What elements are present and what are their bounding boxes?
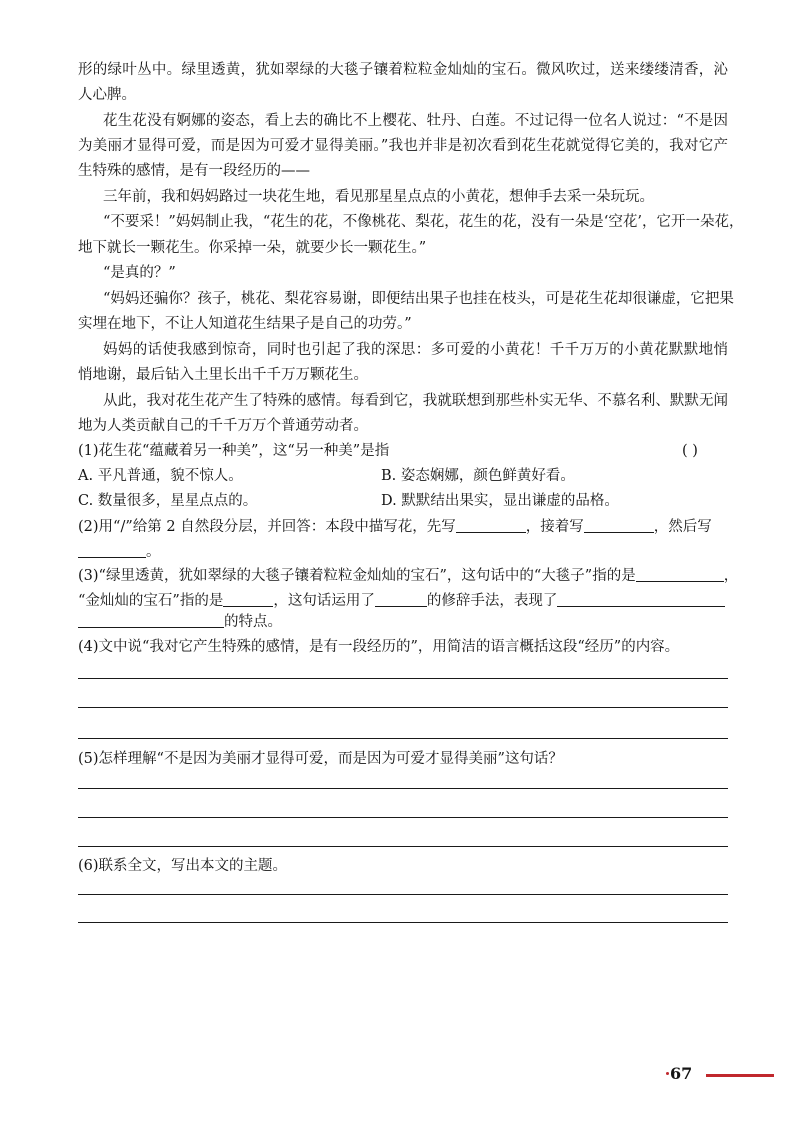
answer-blank[interactable] <box>78 613 224 628</box>
question-1-stem: (1)花生花“蕴藏着另一种美”，这“另一种美”是指 <box>78 443 390 459</box>
passage-line: “不要采！”妈妈制止我，“花生的花，不像桃花、梨花，花生的花，没有一朵是‘空花’，它开一朵花， <box>103 214 744 230</box>
question-3-line <box>78 612 728 632</box>
passage-line: 三年前，我和妈妈路过一块花生地，看见那星星点点的小黄花，想伸手去采一朵玩玩。 <box>103 189 654 205</box>
page-number-accent-bar <box>706 1074 774 1077</box>
answer-blank[interactable] <box>223 592 273 607</box>
answer-line[interactable] <box>78 707 728 708</box>
answer-blank[interactable] <box>78 543 146 558</box>
answer-blank[interactable] <box>456 518 526 533</box>
passage-line: 实埋在地下，不让人知道花生结果子是自己的功劳。” <box>78 316 412 332</box>
answer-line[interactable] <box>78 846 728 847</box>
answer-line[interactable] <box>78 922 728 923</box>
answer-line[interactable] <box>78 738 728 739</box>
option-a[interactable]: A. 平凡普通，貌不惊人。 <box>78 468 243 484</box>
passage-line: 形的绿叶丛中。绿里透黄，犹如翠绿的大毯子镶着粒粒金灿灿的宝石。微风吹过，送来缕缕清香，沁 <box>78 62 728 78</box>
option-d[interactable]: D. 默默结出果实，显出谦虚的品格。 <box>381 493 619 509</box>
passage-line: 人心脾。 <box>78 87 136 103</box>
answer-blank[interactable] <box>557 592 725 607</box>
answer-blank[interactable] <box>636 567 724 582</box>
question-3-text: (3)“绿里透黄，犹如翠绿的大毯子镶着粒粒金灿灿的宝石”，这句话中的“大毯子”指的是 <box>78 568 636 584</box>
question-6-stem: (6)联系全文，写出本文的主题。 <box>78 858 288 874</box>
question-3-line <box>78 591 728 611</box>
passage-line: 地为人类贡献自己的千千万万个普通劳动者。 <box>78 418 368 434</box>
answer-line[interactable] <box>78 894 728 895</box>
answer-line[interactable] <box>78 817 728 818</box>
answer-line[interactable] <box>78 678 728 679</box>
answer-blank[interactable] <box>584 518 654 533</box>
page-number: 67 <box>670 1064 693 1083</box>
question-2-text: (2)用“/”给第 2 自然段分层，并回答：本段中描写花，先写 <box>78 519 456 535</box>
question-5-stem: (5)怎样理解“不是因为美丽才显得可爱，而是因为可爱才显得美丽”这句话？ <box>78 751 563 767</box>
passage-line: 悄地谢，最后钻入土里长出千千万万颗花生。 <box>78 367 368 383</box>
page-number-dot <box>666 1072 669 1075</box>
passage-line: 为美丽才显得可爱，而是因为可爱才显得美丽。”我也并非是初次看到花生花就觉得它美的，我对它产 <box>78 138 728 154</box>
question-3-text: 的特点。 <box>224 614 282 630</box>
question-2-text: ，然后写 <box>653 519 712 535</box>
answer-parentheses[interactable]: ( ) <box>682 443 698 459</box>
question-3-text: ， <box>723 568 739 584</box>
answer-line[interactable] <box>78 788 728 789</box>
question-4-stem: (4)文中说“我对它产生特殊的感情，是有一段经历的”，用简洁的语言概括这段“经历”的内容。 <box>78 639 680 655</box>
passage-line: 妈妈的话使我感到惊奇，同时也引起了我的深思：多可爱的小黄花！千千万万的小黄花默默地悄 <box>103 342 728 358</box>
answer-blank[interactable] <box>375 592 427 607</box>
question-3-text: 的修辞手法，表现了 <box>426 593 558 609</box>
question-2-line <box>78 517 728 537</box>
question-3-line <box>78 566 739 586</box>
passage-line: “妈妈还骗你？孩子，桃花、梨花容易谢，即便结出果子也挂在枝头，可是花生花却很谦虚，它把果 <box>103 291 734 307</box>
question-2-text: ，接着写 <box>525 519 584 535</box>
option-c[interactable]: C. 数量很多，星星点点的。 <box>78 493 258 509</box>
passage-line: 生特殊的感情，是有一段经历的—— <box>78 163 310 179</box>
question-2-line <box>78 542 728 562</box>
option-b[interactable]: B. 姿态娴娜，颜色鲜黄好看。 <box>381 468 575 484</box>
question-3-text: ，这句话运用了 <box>273 593 375 609</box>
passage-line: 花生花没有婀娜的姿态，看上去的确比不上樱花、牡丹、白莲。不过记得一位名人说过：“不是因 <box>103 113 728 129</box>
passage-line: 地下就长一颗花生。你采掉一朵，就要少长一颗花生。” <box>78 240 427 256</box>
passage-line: “是真的？” <box>103 265 176 281</box>
question-3-text: “金灿灿的宝石”指的是 <box>78 593 224 609</box>
passage-line: 从此，我对花生花产生了特殊的感情。每看到它，我就联想到那些朴实无华、不慕名利、默默无闻 <box>103 393 728 409</box>
question-2-text: 。 <box>146 544 161 560</box>
